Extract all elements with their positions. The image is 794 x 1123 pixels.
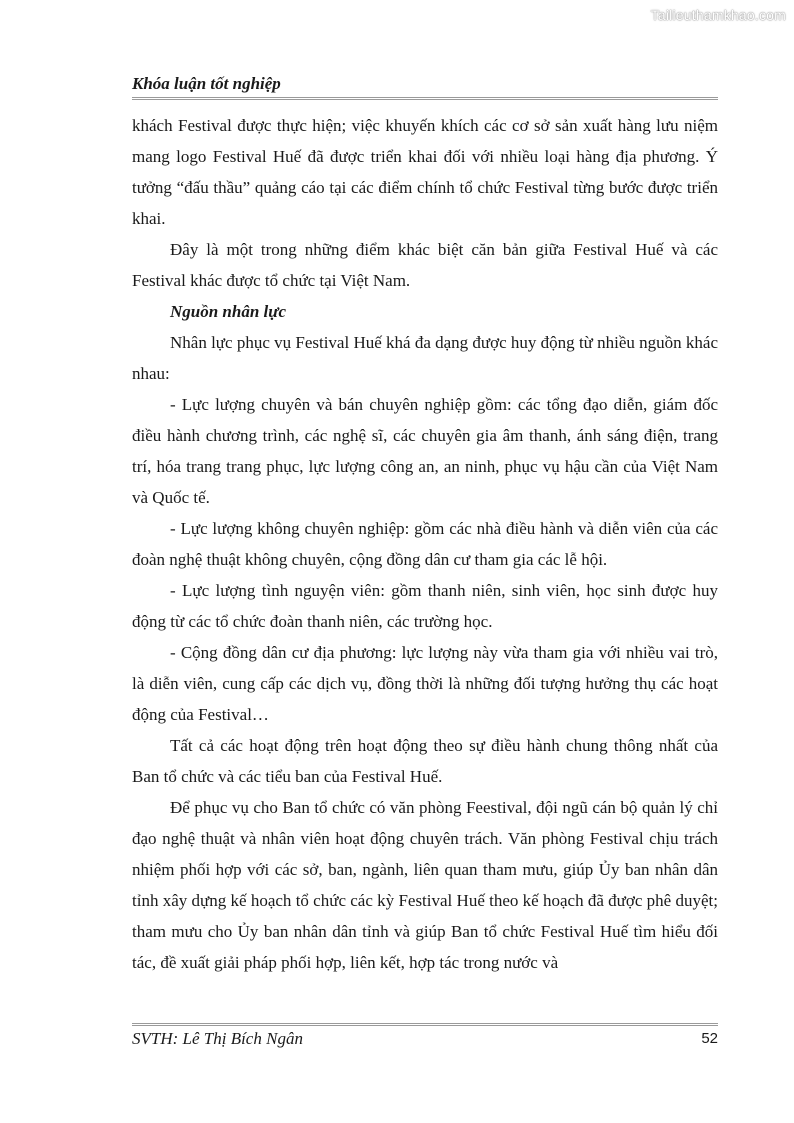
list-item-local-community: - Cộng đồng dân cư địa phương: lực lượng này vừa tham gia với nhiều vai trò, là diễn viên, cung cấp các dịch vụ, đồng thời là những đối tượng hưởng thụ các hoạt động của Festival… [132, 643, 718, 724]
footer-divider [132, 1023, 718, 1026]
page-header-title: Khóa luận tốt nghiệp [132, 74, 281, 93]
paragraph-unified-management: Tất cả các hoạt động trên hoạt động theo sự điều hành chung thông nhất của Ban tổ chức và các tiểu ban của Festival Huế. [132, 736, 718, 786]
paragraph-distinction: Đây là một trong những điểm khác biệt căn bản giữa Festival Huế và các Festival khác được tổ chức tại Việt Nam. [132, 240, 718, 290]
section-heading-human-resources: Nguồn nhân lực [170, 302, 287, 321]
paragraph-human-resources-intro: Nhân lực phục vụ Festival Huế khá đa dạng được huy động từ nhiều nguồn khác nhau: [132, 333, 718, 383]
header-divider [132, 97, 718, 100]
list-item-professional-force: - Lực lượng chuyên và bán chuyên nghiệp gồm: các tổng đạo diễn, giám đốc điều hành chương trình, các nghệ sĩ, các chuyên gia âm thanh, ánh sáng điện, trang trí, hóa trang trang phục, lực lượng công an, an ninh, phục vụ hậu cần của Việt Nam và Quốc tế. [132, 395, 718, 507]
list-item-volunteers: - Lực lượng tình nguyện viên: gồm thanh niên, sinh viên, học sinh được huy động từ các tổ chức đoàn thanh niên, các trường học. [132, 581, 718, 631]
list-item-nonprofessional-force: - Lực lượng không chuyên nghiệp: gồm các nhà điều hành và diễn viên của các đoàn nghệ thuật không chuyên, cộng đồng dân cư tham gia các lễ hội. [132, 519, 718, 569]
document-body [132, 110, 718, 978]
footer-author: SVTH: Lê Thị Bích Ngân [132, 1029, 303, 1048]
page-number: 52 [701, 1030, 718, 1047]
watermark-text: Tailieuthamkhao.com [650, 7, 786, 23]
paragraph-festival-office: Để phục vụ cho Ban tổ chức có văn phòng Feestival, đội ngũ cán bộ quản lý chỉ đạo nghệ thuật và nhân viên hoạt động chuyên trách. Văn phòng Festival chịu trách nhiệm phối hợp với các sở, ban, ngành, liên quan tham mưu, giúp Ủy ban nhân dân tỉnh xây dựng kế hoạch tổ chức các kỳ Festival Huế theo kế hoạch đã được phê duyệt; tham mưu cho Ủy ban nhân dân tỉnh và giúp Ban tổ chức Festival Huế tìm hiểu đối tác, đề xuất giải pháp phối hợp, liên kết, hợp tác trong nước và [132, 798, 718, 972]
paragraph-continuation: khách Festival được thực hiện; việc khuyến khích các cơ sở sản xuất hàng lưu niệm mang logo Festival Huế đã được triển khai đối với nhiều loại hàng địa phương. Ý tưởng “đấu thầu” quảng cáo tại các điểm chính tổ chức Festival từng bước được triển khai. [132, 116, 718, 228]
